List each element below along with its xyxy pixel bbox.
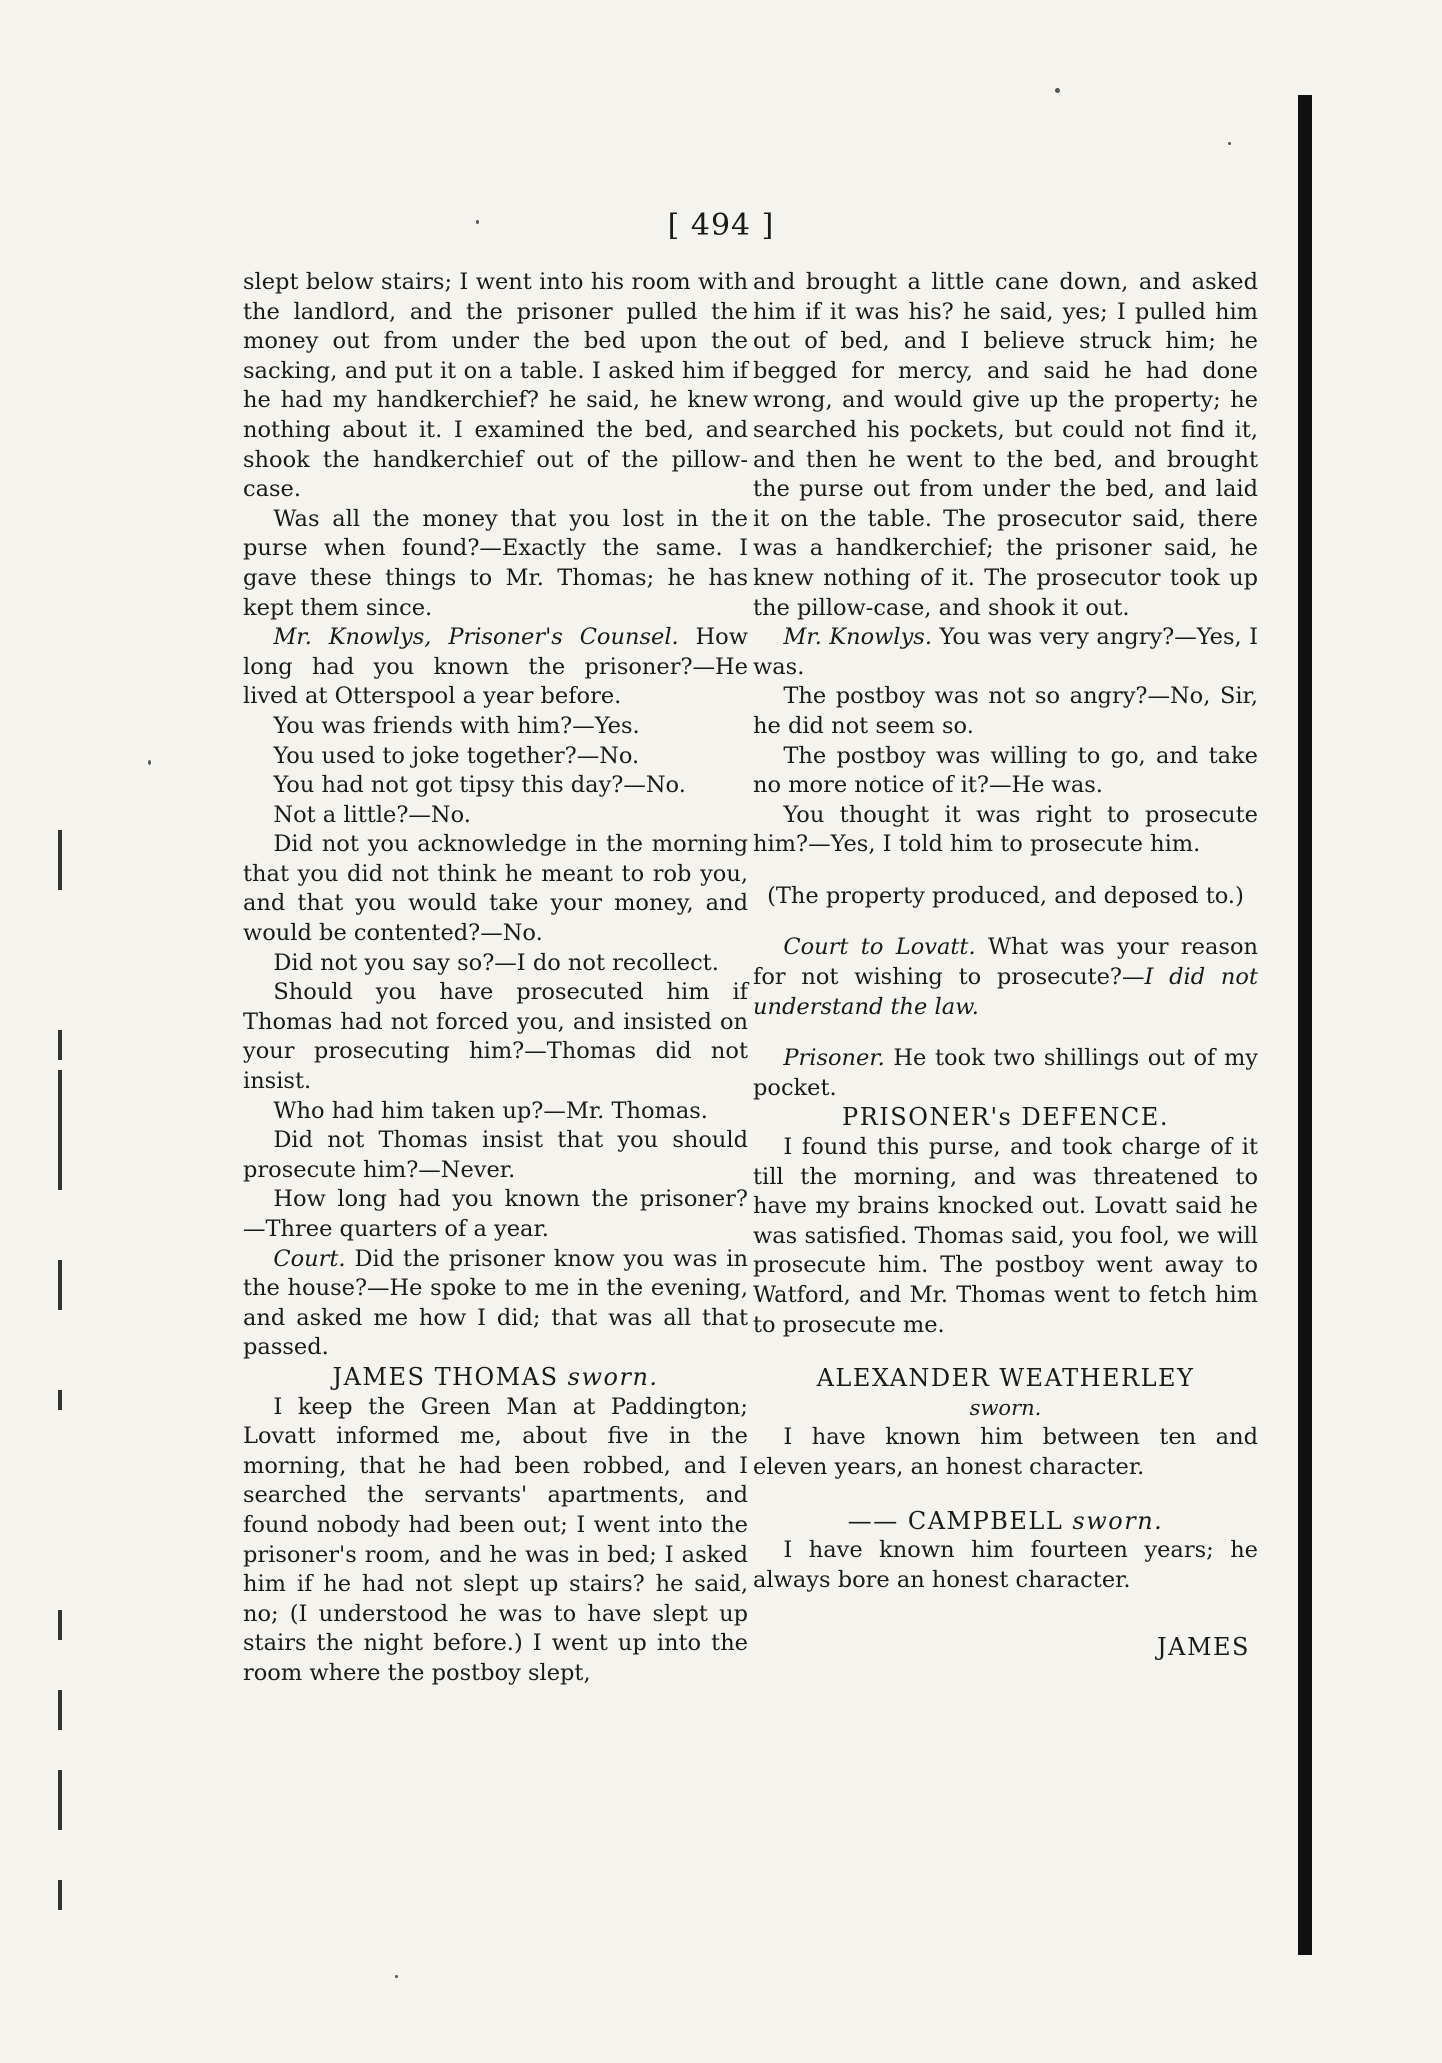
paragraph <box>243 1245 748 1363</box>
sworn-label: sworn. <box>1072 1506 1164 1535</box>
sworn-label: sworn. <box>969 1395 1042 1420</box>
catchword: JAMES <box>1157 1633 1250 1662</box>
section-heading <box>753 1507 1258 1537</box>
speaker-label: Mr. Knowlys, Prisoner's Counsel. <box>273 624 679 651</box>
left-column <box>243 268 748 1689</box>
paragraph: The postboy was willing to go, and take no more notice of it?—He was. <box>753 742 1258 799</box>
witness-name: JAMES THOMAS <box>332 1362 568 1391</box>
right-column <box>753 268 1258 1663</box>
ink-speck <box>1055 88 1060 93</box>
paragraph <box>753 933 1258 1022</box>
paragraph-text: Did the prisoner know you was in the house?—He spoke to me in the evening, and asked me how I did; that was all that passed. <box>243 1245 748 1361</box>
paragraph: I have known him fourteen years; he always bore an honest character. <box>753 1537 1258 1593</box>
paragraph-text: He took two shillings out of my pocket. <box>753 1045 1258 1101</box>
paragraph: and brought a little cane down, and asked him if it was his? he said, yes; I pulled him out of bed, and I believe struck him; he begged for mercy, and said he had done wrong, and would give up the property; he searched his pockets, but could not find it, and then he went to the bed, and brought the purse out from under the bed, and laid it on the table. The prosecutor said, there was a handkerchief; the prisoner said, he knew nothing of it. The prosecutor took up the pillow-case, and shook it out. <box>753 269 1258 621</box>
paragraph-text: You was very angry?—Yes, I was. <box>753 624 1258 680</box>
paragraph: How long had you known the prisoner? —Three quarters of a year. <box>243 1186 748 1242</box>
ink-speck <box>148 760 151 765</box>
ink-speck <box>395 1975 398 1978</box>
witness-name: —— CAMPBELL <box>847 1506 1073 1535</box>
paragraph: Did not you say so?—I do not recollect. <box>273 949 719 976</box>
spacer <box>753 1022 1258 1044</box>
paragraph <box>753 1044 1258 1103</box>
paragraph: I found this purse, and took charge of it till the morning, and was threatened to have my brains knocked out. Lovatt said he was satisfied. Thomas said, you fool, we will prosecute him. The postboy went away to Watford, and Mr. Thomas went to fetch him to prosecute me. <box>753 1134 1258 1338</box>
paragraph: You had not got tipsy this day?—No. <box>273 772 686 799</box>
paragraph: Was all the money that you lost in the purse when found?—Exactly the same. I gave these things to Mr. Thomas; he has kept them since. <box>243 505 748 621</box>
speaker-label: Court. <box>273 1245 346 1272</box>
paragraph: Should you have prosecuted him if Thomas had not forced you, and insisted on your prosecuting him?—Thomas did not insist. <box>243 979 748 1095</box>
paragraph: I have known him between ten and eleven years, an honest character. <box>753 1424 1258 1480</box>
paragraph: slept below stairs; I went into his room with the landlord, and the prisoner pulled the money out from under the bed upon the sacking, and put it on a table. I asked him if he had my handkerchief? he said, he knew nothing about it. I examined the bed, and shook the handkerchief out of the pillow-case. <box>243 269 748 503</box>
sworn-label: sworn. <box>567 1362 659 1391</box>
answer-text: I did not understand the law. <box>753 964 1258 1020</box>
section-heading: PRISONER's DEFENCE. <box>842 1103 1169 1132</box>
scan-margin-marks <box>48 830 88 1930</box>
paragraph <box>243 623 748 712</box>
paragraph-text: How long had you known the prisoner?—He lived at Otterspool a year before. <box>243 624 748 710</box>
paragraph: The postboy was not so angry?—No, Sir, he did not seem so. <box>753 683 1258 739</box>
paragraph: You was friends with him?—Yes. <box>273 712 640 739</box>
paragraph: Did not you acknowledge in the morning that you did not think he meant to rob you, and that you would take your money, and would be contented?—No. <box>243 831 748 947</box>
speaker-label: Mr. Knowlys. <box>783 624 932 651</box>
spacer <box>753 911 1258 933</box>
paragraph <box>753 623 1258 682</box>
bracketed-note: (The property produced, and deposed to.) <box>767 882 1244 909</box>
section-heading: ALEXANDER WEATHERLEY <box>816 1364 1195 1393</box>
page-number-header: [ 494 ] <box>667 208 775 243</box>
paragraph-text: What was your reason for not wishing to prosecute?— <box>753 934 1258 991</box>
speaker-label: Prisoner. <box>783 1045 885 1072</box>
paragraph: I keep the Green Man at Paddington; Lovatt informed me, about five in the morning, that he had been robbed, and I searched the servants' apartments, and found nobody had been out; I went into the prisoner's room, and he was in bed; I asked him if he had not slept up stairs? he said, no; (I understood he was to have slept up stairs the night before.) I went up into the room where the postboy slept, <box>243 1393 748 1686</box>
paragraph: Who had him taken up?—Mr. Thomas. <box>273 1097 708 1124</box>
page-edge-shadow <box>1298 95 1312 1955</box>
paragraph: Did not Thomas insist that you should prosecute him?—Never. <box>243 1127 748 1183</box>
section-heading <box>243 1363 748 1393</box>
spacer <box>753 860 1258 882</box>
ink-speck <box>1228 142 1231 145</box>
paragraph: Not a little?—No. <box>273 801 471 828</box>
speaker-label: Court to Lovatt. <box>783 934 976 961</box>
paragraph: You used to joke together?—No. <box>273 742 640 769</box>
paragraph: You thought it was right to prosecute him?—Yes, I told him to prosecute him. <box>753 801 1258 858</box>
